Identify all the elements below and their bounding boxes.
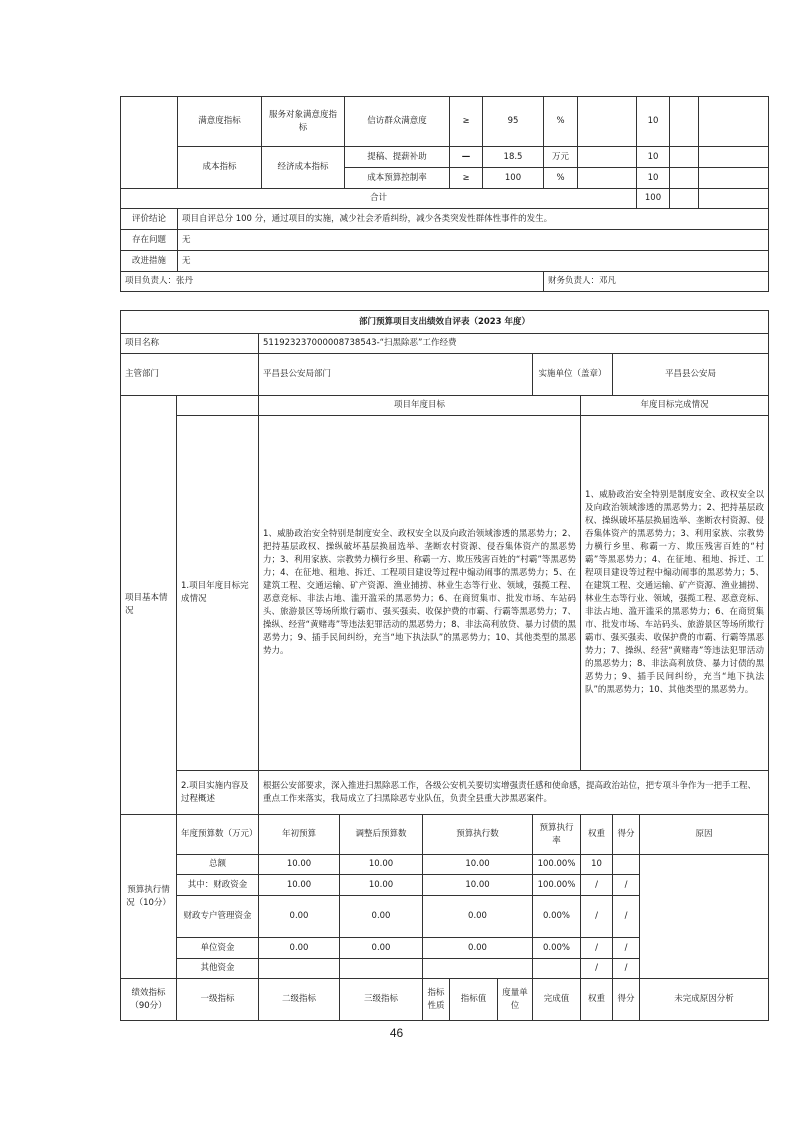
budget-header: 权重 <box>581 815 613 855</box>
budget-header: 原因 <box>640 815 769 855</box>
conclusion-label: 评价结论 <box>121 209 178 230</box>
budget-initial <box>259 959 340 979</box>
budget-row-name: 其中：财政资金 <box>177 875 259 896</box>
indicator-nature: — <box>450 147 483 168</box>
indicator-target: 18.5 <box>483 147 544 168</box>
indicator-target: 100 <box>483 168 544 189</box>
indicator-weight: 10 <box>637 97 670 147</box>
budget-executed: 0.00 <box>423 896 533 938</box>
budget-label: 预算执行情况（10分） <box>121 815 177 979</box>
budget-weight: / <box>581 896 613 938</box>
indicator-nature: ≥ <box>450 168 483 189</box>
budget-row-name: 总额 <box>177 855 259 875</box>
process-row <box>121 771 769 815</box>
budget-score: / <box>613 875 640 896</box>
total-weight: 100 <box>637 189 670 209</box>
budget-header: 调整后预算数 <box>340 815 423 855</box>
blank-cell <box>177 396 259 416</box>
goal-header-row <box>121 396 769 416</box>
total-label: 合计 <box>121 189 637 209</box>
perf-header: 权重 <box>581 979 613 1021</box>
total-reason <box>699 189 769 209</box>
budget-initial: 0.00 <box>259 938 340 959</box>
indicator-actual <box>578 147 637 168</box>
budget-header-row <box>121 815 769 855</box>
completion-header: 年度目标完成情况 <box>581 396 769 416</box>
budget-initial: 10.00 <box>259 875 340 896</box>
perf-header: 未完成原因分析 <box>640 979 769 1021</box>
blank-cell <box>121 97 178 189</box>
table-title: 部门预算项目支出绩效自评表（2023 年度） <box>121 311 769 334</box>
budget-row-name: 财政专户管理资金 <box>177 896 259 938</box>
budget-weight: 10 <box>581 855 613 875</box>
indicator-nature: ≥ <box>450 97 483 147</box>
conclusion-row <box>121 209 769 230</box>
indicator-table-continued <box>120 96 769 292</box>
measures-label: 改进措施 <box>121 251 178 272</box>
measures-row <box>121 251 769 272</box>
table-row <box>121 97 769 147</box>
annual-goal-text: 1、威胁政治安全特别是制度安全、政权安全以及向政治领域渗透的黑恶势力；2、把持基层政权、操纵破坏基层换届选举、垄断农村资源、侵吞集体资产的黑恶势力；3、利用家族、宗教势力横行乡里、称霸一方、欺压残害百姓的“村霸”等黑恶势力；4、在征地、租地、拆迁、工程项目建设等过程中煽动闹事的黑恶势力；5、在建筑工程、交通运输、矿产资源、渔业捕捞、林业生态等行业、领域，强揽工程、恶意竞标、非法占地、滥开滥采的黑恶势力；6、在商贸集市、批发市场、车站码头、旅游景区等场所欺行霸市、强买强卖、收保护费的市霸、行霸等黑恶势力；7、操纵、经营“黄赌毒”等违法犯罪活动的黑恶势力；8、非法高利放贷、暴力讨债的黑恶势力；9、插手民间纠纷，充当“地下执法队”的黑恶势力；10、其他类型的黑恶势力。 <box>259 416 581 771</box>
budget-score: / <box>613 959 640 979</box>
table-row <box>121 147 769 168</box>
perf-header: 二级指标 <box>259 979 340 1021</box>
budget-header: 预算执行数 <box>423 815 533 855</box>
budget-header: 年度预算数（万元） <box>177 815 259 855</box>
level3-indicator: 成本预算控制率 <box>345 168 450 189</box>
budget-adjusted: 10.00 <box>340 855 423 875</box>
budget-score <box>613 855 640 875</box>
indicator-unit: % <box>544 97 578 147</box>
budget-row-name: 其他资金 <box>177 959 259 979</box>
goal-content-row <box>121 416 769 771</box>
indicator-unit: % <box>544 168 578 189</box>
annual-goal-header: 项目年度目标 <box>259 396 581 416</box>
budget-header: 得分 <box>613 815 640 855</box>
conclusion-value: 项目自评总分 100 分，通过项目的实施，减少社会矛盾纠纷，减少各类突发性群体性事件的发生。 <box>178 209 769 230</box>
budget-rate: 100.00% <box>533 875 581 896</box>
budget-weight: / <box>581 959 613 979</box>
dept-value: 平昌县公安局部门 <box>259 354 533 396</box>
budget-adjusted: 0.00 <box>340 896 423 938</box>
budget-initial: 0.00 <box>259 896 340 938</box>
total-score <box>670 189 699 209</box>
budget-adjusted: 10.00 <box>340 875 423 896</box>
level3-indicator: 提稿、提薪补助 <box>345 147 450 168</box>
budget-reason <box>640 855 769 979</box>
indicator-weight: 10 <box>637 147 670 168</box>
finance-leader: 财务负责人：邓凡 <box>544 272 769 292</box>
project-leader: 项目负责人：张丹 <box>121 272 544 292</box>
budget-initial: 10.00 <box>259 855 340 875</box>
budget-executed <box>423 959 533 979</box>
budget-rate: 100.00% <box>533 855 581 875</box>
indicator-score <box>670 97 699 147</box>
perf-header: 指标值 <box>450 979 498 1021</box>
perf-header: 一级指标 <box>177 979 259 1021</box>
table-title-row <box>121 311 769 334</box>
perf-header: 指标性质 <box>423 979 450 1021</box>
problems-row <box>121 230 769 251</box>
measures-value: 无 <box>178 251 769 272</box>
perf-header: 度量单位 <box>498 979 533 1021</box>
basic-info-label: 项目基本情况 <box>121 396 177 815</box>
budget-header: 年初预算 <box>259 815 340 855</box>
budget-executed: 10.00 <box>423 855 533 875</box>
budget-weight: / <box>581 875 613 896</box>
budget-rate <box>533 959 581 979</box>
budget-score: / <box>613 938 640 959</box>
project-name-label: 项目名称 <box>121 334 259 354</box>
level2-indicator: 服务对象满意度指标 <box>262 97 345 147</box>
indicator-reason <box>699 97 769 147</box>
indicator-target: 95 <box>483 97 544 147</box>
level2-indicator: 经济成本指标 <box>262 147 345 189</box>
indicator-actual <box>578 97 637 147</box>
budget-adjusted: 0.00 <box>340 938 423 959</box>
completion-text: 1、威胁政治安全特别是制度安全、政权安全以及向政治领域渗透的黑恶势力；2、把持基层政权、操纵破坏基层换届选举、垄断农村资源、侵吞集体资产的黑恶势力；3、利用家族、宗教势力横行乡里、称霸一方、欺压残害百姓的“村霸”等黑恶势力；4、在征地、租地、拆迁、工程项目建设等过程中煽动闹事的黑恶势力；5、在建筑工程、交通运输、矿产资源、渔业捕捞、林业生态等行业、领域，强揽工程、恶意竞标、非法占地、滥开滥采的黑恶势力；6、在商贸集市、批发市场、车站码头、旅游景区等场所欺行霸市、强买强卖、收保护费的市霸、行霸等黑恶势力；7、操纵、经营“黄赌毒”等违法犯罪活动的黑恶势力；8、非法高利放贷、暴力讨债的黑恶势力；9、插手民间纠纷，充当“地下执法队”的黑恶势力；10、其他类型的黑恶势力。 <box>581 416 769 771</box>
process-label: 2.项目实施内容及过程概述 <box>177 771 259 815</box>
indicator-reason <box>699 168 769 189</box>
total-row <box>121 189 769 209</box>
performance-self-evaluation-table <box>120 310 769 1021</box>
perf-label: 绩效指标（90分） <box>121 979 177 1021</box>
dept-row <box>121 354 769 396</box>
problems-value: 无 <box>178 230 769 251</box>
indicator-score <box>670 147 699 168</box>
budget-adjusted <box>340 959 423 979</box>
level1-indicator: 成本指标 <box>178 147 262 189</box>
signature-row <box>121 272 769 292</box>
budget-rate: 0.00% <box>533 896 581 938</box>
perf-header: 三级指标 <box>340 979 423 1021</box>
budget-row <box>121 855 769 875</box>
perf-header: 完成值 <box>533 979 581 1021</box>
budget-row-name: 单位资金 <box>177 938 259 959</box>
budget-executed: 10.00 <box>423 875 533 896</box>
dept-label: 主管部门 <box>121 354 259 396</box>
budget-executed: 0.00 <box>423 938 533 959</box>
impl-unit-value: 平昌县公安局 <box>613 354 769 396</box>
goal-row-label: 1.项目年度目标完成情况 <box>177 416 259 771</box>
problems-label: 存在问题 <box>121 230 178 251</box>
budget-rate: 0.00% <box>533 938 581 959</box>
impl-unit-label: 实施单位（盖章） <box>533 354 613 396</box>
level3-indicator: 信访群众满意度 <box>345 97 450 147</box>
level1-indicator: 满意度指标 <box>178 97 262 147</box>
indicator-actual <box>578 168 637 189</box>
perf-header-row <box>121 979 769 1021</box>
project-name-row <box>121 334 769 354</box>
project-name-value: 51192323700000873854​3-“扫黑除恶”工作经费 <box>259 334 769 354</box>
indicator-unit: 万元 <box>544 147 578 168</box>
indicator-weight: 10 <box>637 168 670 189</box>
indicator-reason <box>699 147 769 168</box>
perf-header: 得分 <box>613 979 640 1021</box>
budget-header: 预算执行率 <box>533 815 581 855</box>
page-number: 46 <box>389 1026 404 1040</box>
budget-weight: / <box>581 938 613 959</box>
process-text: 根据公安部要求，深入推进扫黑除恶工作，各级公安机关要切实增强责任感和使命感，提高政治站位，把专项斗争作为一把手工程、重点工作来落实，我局成立了扫黑除恶专业队伍，负责全县重大涉黑恶案件。 <box>259 771 769 815</box>
budget-score: / <box>613 896 640 938</box>
indicator-score <box>670 168 699 189</box>
